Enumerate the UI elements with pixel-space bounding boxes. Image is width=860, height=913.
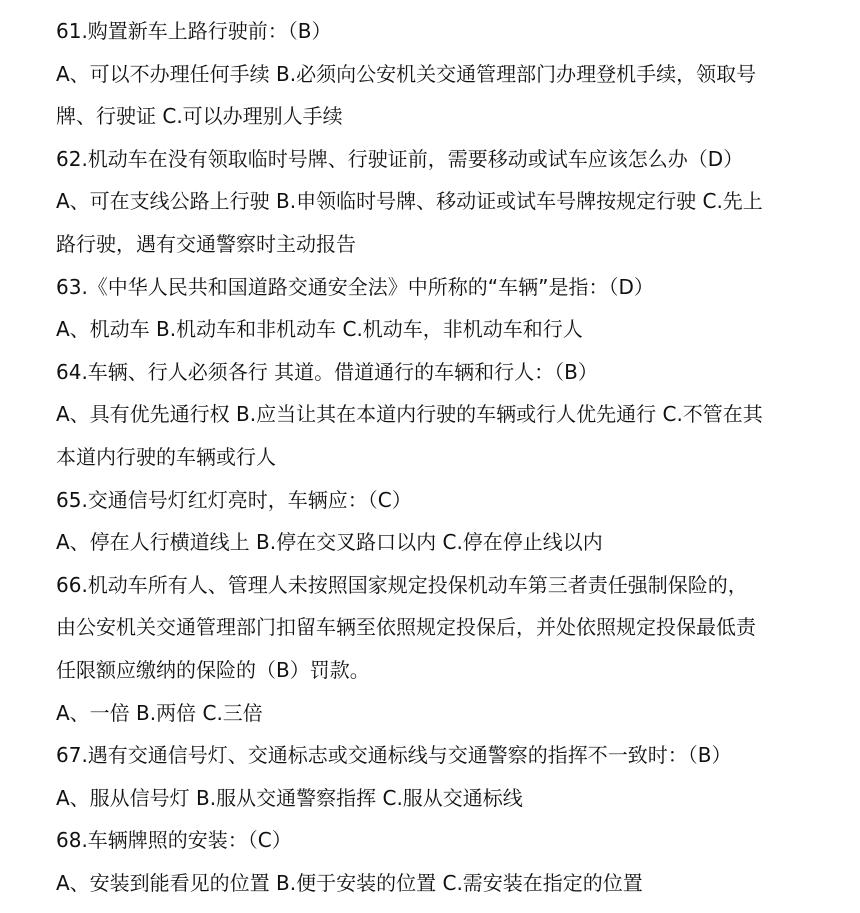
question-63-options: A、机动车 B.机动车和非机动车 C.机动车，非机动车和行人 [56,317,583,342]
question-63-stem: 63.《中华人民共和国道路交通安全法》中所称的“车辆”是指：（D） [56,274,654,299]
question-61 [56,10,846,138]
question-61-options-cont: 牌、行驶证 C.可以办理别人手续 [56,104,343,129]
question-67-stem: 67.遇有交通信号灯、交通标志或交通标线与交通警察的指挥不一致时：（B） [56,743,732,768]
question-61-stem: 61.购置新车上路行驶前：（B） [56,19,332,43]
question-68-stem: 68.车辆牌照的安装：（C） [56,828,292,853]
document-page [56,10,846,904]
question-65-options: A、停在人行横道线上 B.停在交叉路口以内 C.停在停止线以内 [56,530,603,555]
question-62-options: A、可在支线公路上行驶 B.申领临时号牌、移动证或试车号牌按规定行驶 C.先上 [56,189,763,214]
question-64-stem: 64.车辆、行人必须各行 其道。借道通行的车辆和行人：（B） [56,359,598,384]
question-61-options: A、可以不办理任何手续 B.必须向公安机关交通管理部门办理登机手续，领取号 [56,61,757,86]
question-66-options: A、一倍 B.两倍 C.三倍 [56,700,263,725]
question-62 [56,138,846,266]
question-66-stem-cont-1: 由公安机关交通管理部门扣留车辆至依照规定投保后，并处依照规定投保最低责 [56,615,756,640]
question-64 [56,351,846,479]
question-67 [56,734,846,819]
question-66-stem-cont-2: 任限额应缴纳的保险的（B）罚款。 [56,657,370,682]
question-62-options-cont: 路行驶，遇有交通警察时主动报告 [56,231,356,256]
question-66 [56,564,846,734]
question-64-options-cont: 本道内行驶的车辆或行人 [56,444,276,469]
question-63 [56,266,846,351]
question-65 [56,479,846,564]
question-64-options: A、具有优先通行权 B.应当让其在本道内行驶的车辆或行人优先通行 C.不管在其 [56,402,763,427]
question-67-options: A、服从信号灯 B.服从交通警察指挥 C.服从交通标线 [56,785,523,810]
question-68 [56,819,846,904]
question-68-options: A、安装到能看见的位置 B.便于安装的位置 C.需安装在指定的位置 [56,870,643,895]
question-65-stem: 65.交通信号灯红灯亮时，车辆应：（C） [56,487,412,512]
question-66-stem: 66.机动车所有人、管理人未按照国家规定投保机动车第三者责任强制保险的， [56,572,748,597]
question-62-stem: 62.机动车在没有领取临时号牌、行驶证前，需要移动或试车应该怎么办（D） [56,146,744,171]
